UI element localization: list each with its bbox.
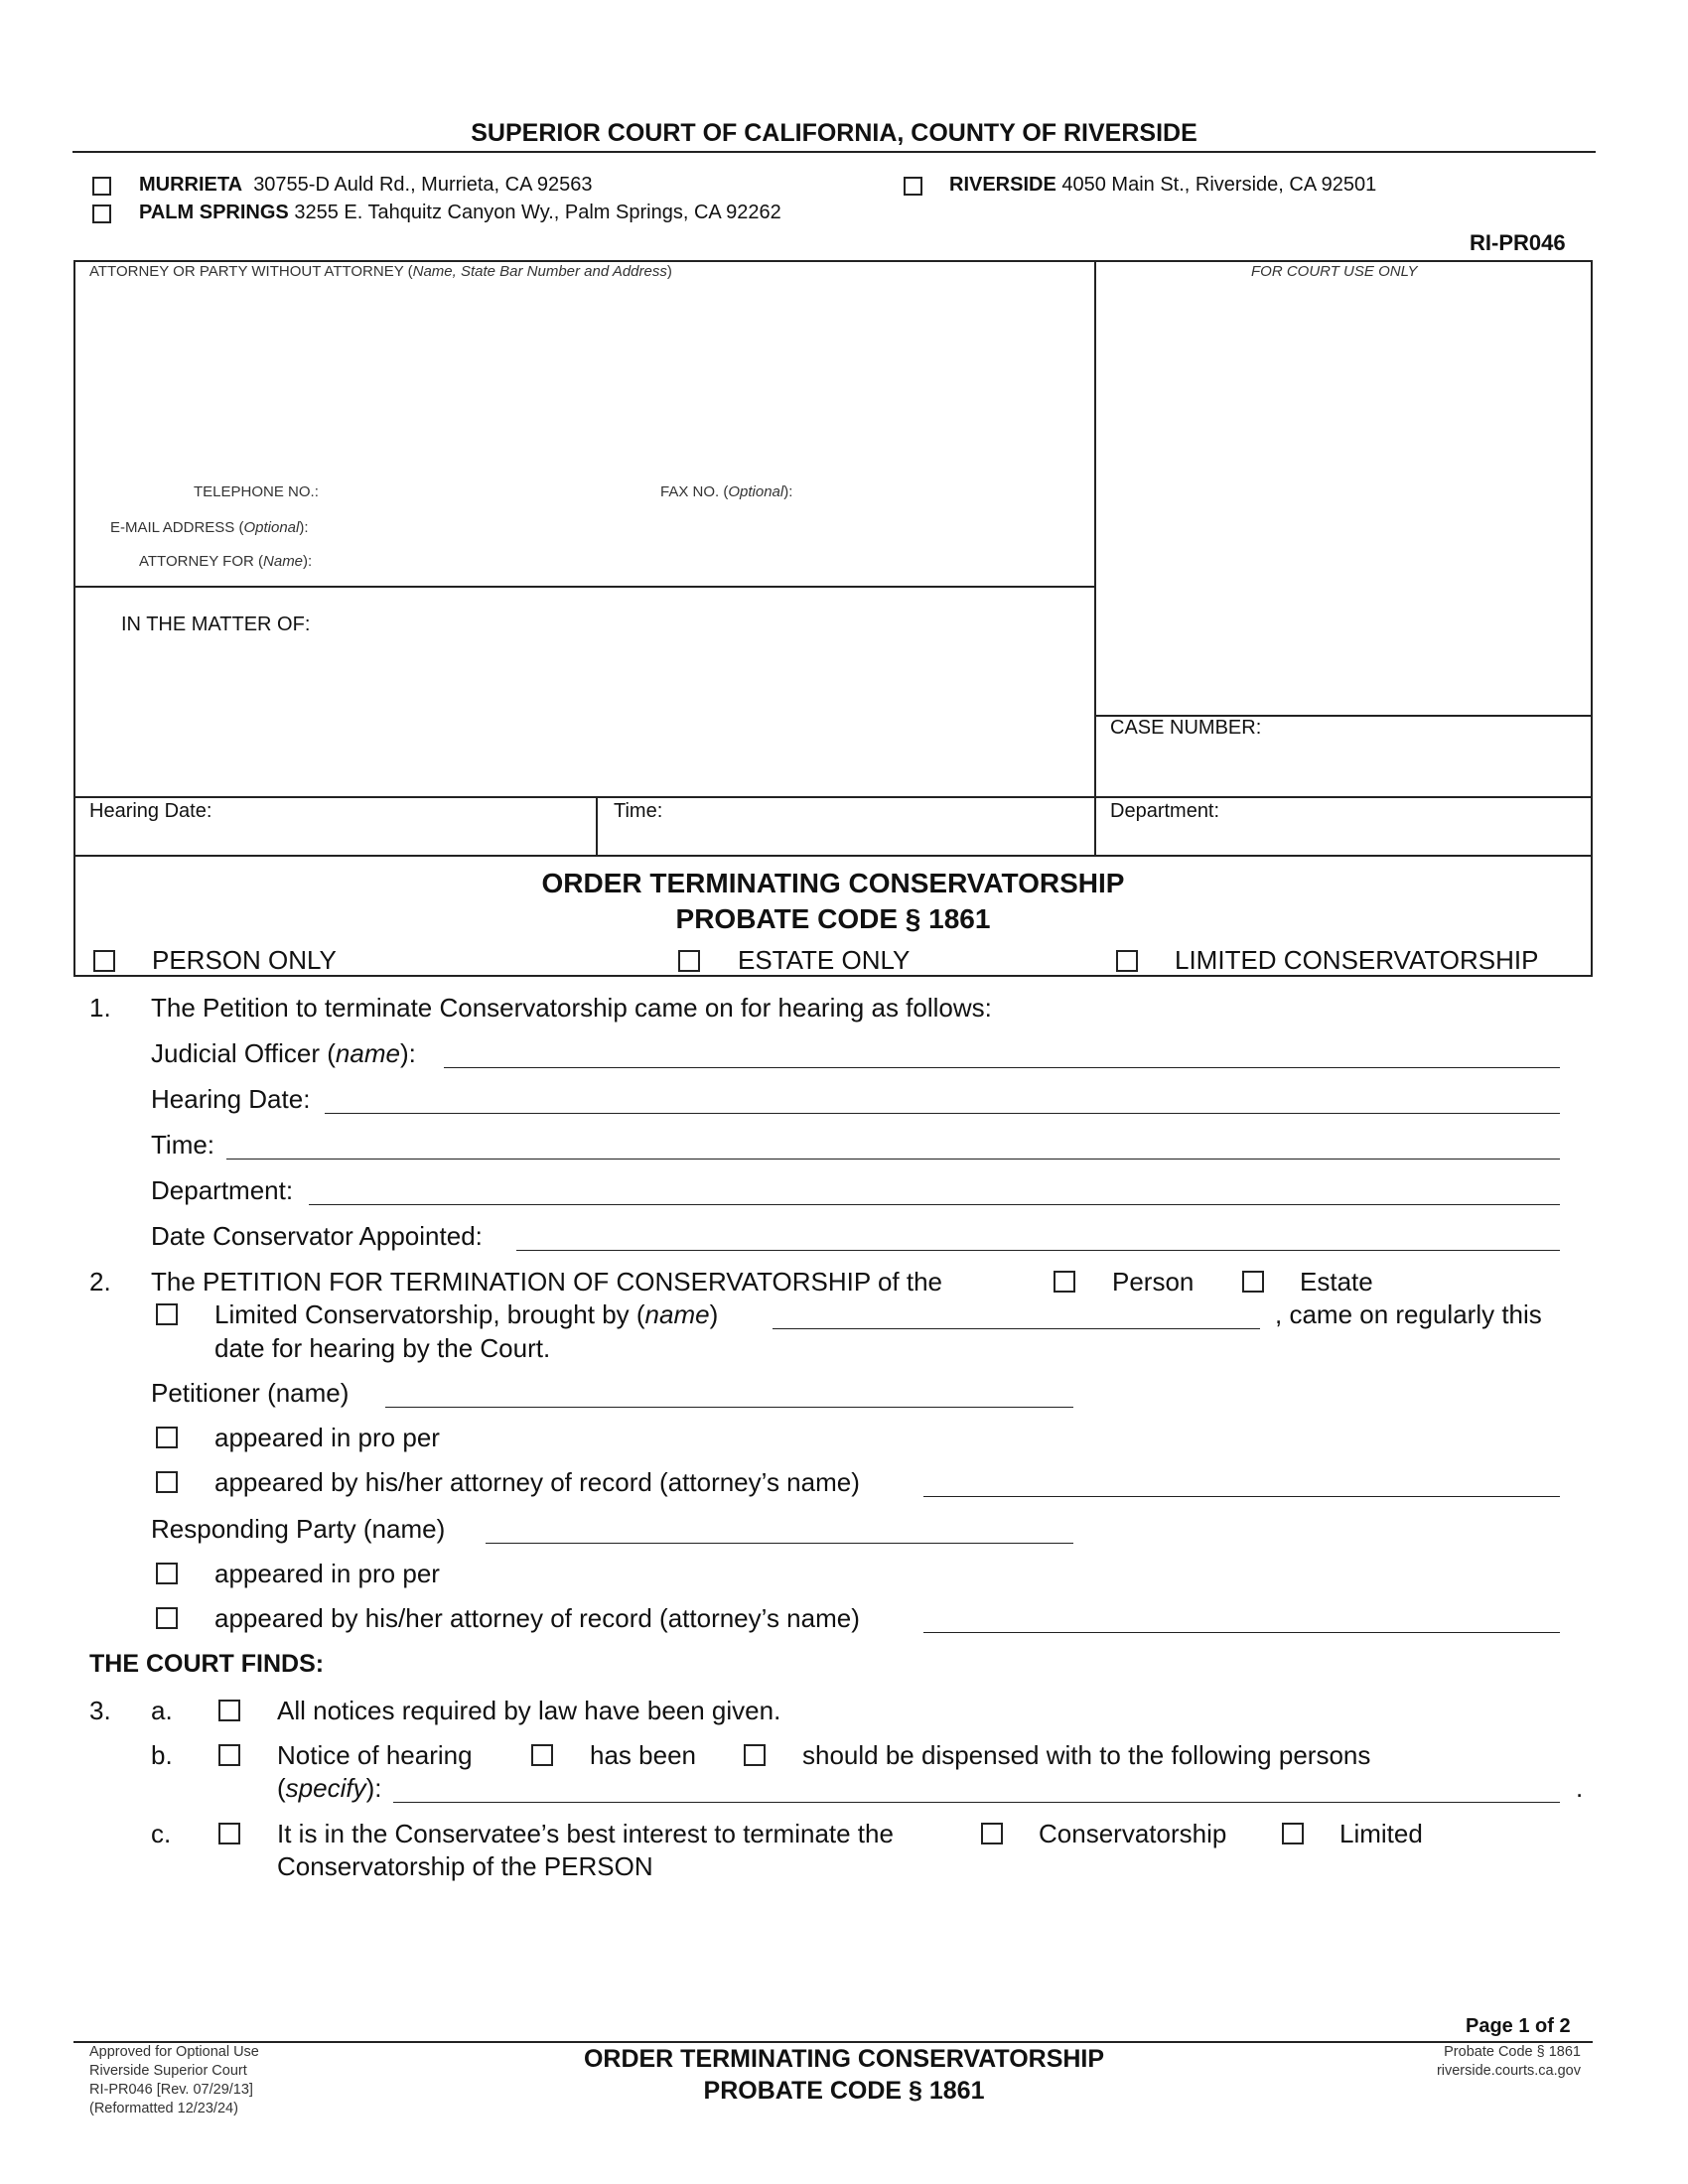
court-use-divider — [1094, 260, 1096, 856]
limited-conservatorship-label: LIMITED CONSERVATORSHIP — [1175, 945, 1539, 975]
riverside-checkbox[interactable] — [904, 177, 922, 196]
brought-by-field[interactable] — [773, 1328, 1260, 1329]
finding-a-checkbox[interactable] — [218, 1700, 240, 1721]
finding-b-text-3: should be dispensed with to the following persons — [802, 1740, 1371, 1770]
estate-only-label: ESTATE ONLY — [738, 945, 911, 975]
respondent-pro-per-label: appeared in pro per — [214, 1559, 440, 1588]
specify-label: (specify): — [277, 1773, 382, 1803]
finding-c-text-4: Conservatorship of the PERSON — [277, 1851, 653, 1881]
petitioner-attorney-label: appeared by his/her attorney of record (attorney’s name) — [214, 1467, 860, 1497]
finding-c-text-1: It is in the Conservatee’s best interest to terminate the — [277, 1819, 894, 1848]
finding-c-text-3: Limited — [1339, 1819, 1423, 1848]
section-2-estate-checkbox[interactable] — [1242, 1271, 1264, 1293]
person-only-label: PERSON ONLY — [152, 945, 337, 975]
case-number-label: CASE NUMBER: — [1110, 717, 1262, 739]
petitioner-pro-per-checkbox[interactable] — [156, 1427, 178, 1448]
finding-c-text-2: Conservatorship — [1039, 1819, 1227, 1848]
petitioner-attorney-field[interactable] — [923, 1496, 1560, 1497]
section-2-person-label: Person — [1112, 1267, 1195, 1297]
section-1-intro: The Petition to terminate Conservatorship came on for hearing as follows: — [151, 993, 992, 1023]
section-2-intro: The PETITION FOR TERMINATION OF CONSERVATORSHIP of the — [151, 1267, 942, 1297]
finding-b-checkbox[interactable] — [218, 1744, 240, 1766]
footer-left-line: (Reformatted 12/23/24) — [89, 2101, 238, 2116]
riverside-location: RIVERSIDE 4050 Main St., Riverside, CA 92501 — [949, 174, 1377, 196]
finding-a-label: a. — [151, 1696, 173, 1725]
murrieta-checkbox[interactable] — [92, 177, 111, 196]
footer-title-line-2: PROBATE CODE § 1861 — [703, 2077, 985, 2105]
form-id: RI-PR046 — [1470, 230, 1566, 255]
estate-only-checkbox[interactable] — [678, 950, 700, 972]
murrieta-location: MURRIETA 30755-D Auld Rd., Murrieta, CA 92563 — [139, 174, 593, 196]
time-label: Time: — [614, 800, 663, 822]
palm-springs-checkbox[interactable] — [92, 205, 111, 223]
in-matter-label: IN THE MATTER OF: — [121, 614, 311, 635]
conservatorship-checkbox[interactable] — [981, 1823, 1003, 1844]
date-appointed-label: Date Conservator Appointed: — [151, 1221, 483, 1251]
telephone-label: TELEPHONE NO.: — [194, 483, 319, 500]
page-number: Page 1 of 2 — [1466, 2015, 1571, 2037]
responding-party-field[interactable] — [486, 1543, 1073, 1544]
hearing-date-field[interactable] — [325, 1113, 1560, 1114]
footer-code: Probate Code § 1861 — [1444, 2044, 1581, 2060]
footer-left-line: Approved for Optional Use — [89, 2044, 259, 2060]
attorney-label: ATTORNEY OR PARTY WITHOUT ATTORNEY (Name, State Bar Number and Address) — [89, 263, 672, 280]
order-subtitle: PROBATE CODE § 1861 — [675, 903, 991, 934]
attorney-for-label: ATTORNEY FOR (Name): — [139, 553, 313, 570]
section-2-limited-label: Limited Conservatorship, brought by (name) — [214, 1299, 719, 1329]
section-3-number: 3. — [89, 1696, 111, 1725]
finding-c-label: c. — [151, 1819, 172, 1848]
finding-b-text-2: has been — [590, 1740, 696, 1770]
respondent-attorney-field[interactable] — [923, 1632, 1560, 1633]
hearing-divider-1 — [596, 796, 598, 856]
date-appointed-field[interactable] — [516, 1250, 1560, 1251]
hearing-date-label: Hearing Date: — [89, 800, 212, 822]
department-label: Department: — [1110, 800, 1220, 822]
footer-left-line: Riverside Superior Court — [89, 2063, 247, 2079]
footer-website: riverside.courts.ca.gov — [1436, 2063, 1581, 2079]
attorney-box-bottom — [73, 586, 1095, 588]
footer-right — [1437, 2043, 1581, 2081]
limited-checkbox[interactable] — [1282, 1823, 1304, 1844]
finding-b-text-1: Notice of hearing — [277, 1740, 473, 1770]
dispensed-checkbox[interactable] — [744, 1744, 766, 1766]
limited-conservatorship-checkbox[interactable] — [1116, 950, 1138, 972]
footer-left — [89, 2043, 259, 2118]
person-only-checkbox[interactable] — [93, 950, 115, 972]
section-2-estate-label: Estate — [1300, 1267, 1373, 1297]
petitioner-attorney-checkbox[interactable] — [156, 1471, 178, 1493]
header-rule — [72, 151, 1596, 153]
judicial-officer-field[interactable] — [444, 1067, 1560, 1068]
section-2-number: 2. — [89, 1267, 111, 1297]
department-field-label: Department: — [151, 1175, 294, 1205]
finding-c-checkbox[interactable] — [218, 1823, 240, 1844]
section-2-limited-checkbox[interactable] — [156, 1303, 178, 1325]
finding-a-text: All notices required by law have been given. — [277, 1696, 781, 1725]
section-2-person-checkbox[interactable] — [1054, 1271, 1075, 1293]
order-title: ORDER TERMINATING CONSERVATORSHIP — [541, 868, 1125, 898]
department-field[interactable] — [309, 1204, 1560, 1205]
footer-title-line-1: ORDER TERMINATING CONSERVATORSHIP — [583, 2045, 1105, 2073]
responding-party-label: Responding Party (name) — [151, 1514, 446, 1544]
petitioner-pro-per-label: appeared in pro per — [214, 1423, 440, 1452]
hearing-row-bottom — [73, 855, 1593, 857]
petitioner-label: Petitioner (name) — [151, 1378, 350, 1408]
date-for-hearing-text: date for hearing by the Court. — [214, 1333, 551, 1363]
judicial-officer-label: Judicial Officer (name): — [151, 1038, 416, 1068]
email-label: E-MAIL ADDRESS (Optional): — [110, 519, 309, 536]
respondent-pro-per-checkbox[interactable] — [156, 1563, 178, 1584]
came-on-text: , came on regularly this — [1275, 1299, 1542, 1329]
court-finds-heading: THE COURT FINDS: — [89, 1650, 325, 1678]
time-field-label: Time: — [151, 1130, 215, 1160]
has-been-checkbox[interactable] — [531, 1744, 553, 1766]
court-title: SUPERIOR COURT OF CALIFORNIA, COUNTY OF RIVERSIDE — [471, 119, 1197, 147]
court-use-label: FOR COURT USE ONLY — [1251, 263, 1418, 280]
footer-left-line: RI-PR046 [Rev. 07/29/13] — [89, 2082, 253, 2098]
fax-label: FAX NO. (Optional): — [660, 483, 793, 500]
palm-springs-location: PALM SPRINGS 3255 E. Tahquitz Canyon Wy., Palm Springs, CA 92262 — [139, 202, 781, 223]
specify-field[interactable] — [393, 1802, 1560, 1803]
respondent-attorney-checkbox[interactable] — [156, 1607, 178, 1629]
specify-period: . — [1576, 1773, 1584, 1803]
hearing-row-top — [73, 796, 1593, 798]
section-1-number: 1. — [89, 993, 111, 1023]
time-field[interactable] — [226, 1159, 1560, 1160]
hearing-date-field-label: Hearing Date: — [151, 1084, 311, 1114]
respondent-attorney-label: appeared by his/her attorney of record (attorney’s name) — [214, 1603, 860, 1633]
footer-title — [447, 2043, 1241, 2107]
finding-b-label: b. — [151, 1740, 173, 1770]
petitioner-field[interactable] — [385, 1407, 1073, 1408]
